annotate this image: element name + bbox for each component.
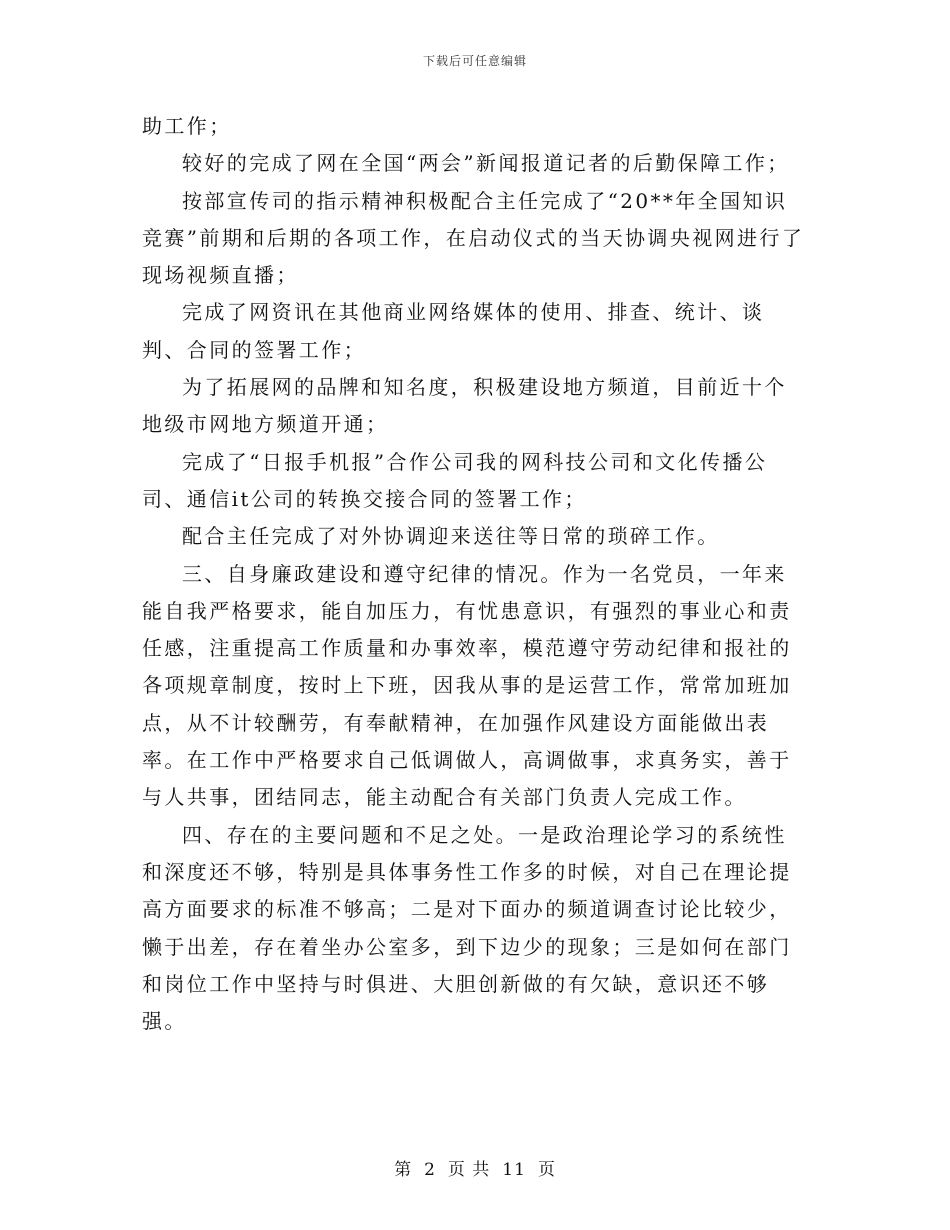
paragraph: 按部宣传司的指示精神积极配合主任完成了“20**年全国知识竞赛”前期和后期的各项工作，在启动仪式的当天协调央视网进行了现场视频直播；	[142, 188, 805, 288]
footer-prefix: 第	[394, 1160, 413, 1180]
paragraph: 完成了网资讯在其他商业网络媒体的使用、排查、统计、谈判、合同的签署工作；	[142, 300, 765, 362]
footer-suffix: 页	[537, 1160, 556, 1180]
paragraph: 为了拓展网的品牌和知名度，积极建设地方频道，目前近十个地级市网地方频道开通；	[142, 375, 787, 437]
paragraph: 助工作；	[142, 114, 232, 138]
footer-current-page: 2	[424, 1160, 436, 1180]
footer-total-pages: 11	[502, 1160, 526, 1180]
paragraph: 完成了“日报手机报”合作公司我的网科技公司和文化传播公司、通信it公司的转换交接合同的签署工作；	[142, 449, 768, 511]
paragraph: 较好的完成了网在全国“两会”新闻报道记者的后勤保障工作；	[182, 151, 790, 176]
page-number-footer	[0, 1155, 950, 1180]
paragraph: 四、存在的主要问题和不足之处。一是政治理论学习的系统性和深度还不够，特别是具体事务性工作多的时候，对自己在理论提高方面要求的标准不够高；二是对下面办的频道调查讨论比较少，懒于出差，存在着坐办公室多，到下边少的现象；三是如何在部门和岗位工作中坚持与时俱进、大胆创新做的有欠缺，意识还不够强。	[142, 822, 792, 1034]
footer-middle: 页 共	[447, 1160, 491, 1180]
document-body	[142, 108, 808, 1040]
page-header-note: 下载后可任意编辑	[422, 54, 527, 68]
paragraph: 三、自身廉政建设和遵守纪律的情况。作为一名党员，一年来能自我严格要求，能自加压力，有忧患意识，有强烈的事业心和责任感，注重提高工作质量和办事效率，模范遵守劳动纪律和报社的各项规章制度，按时上下班，因我从事的是运营工作，常常加班加点，从不计较酬劳，有奉献精神，在加强作风建设方面能做出表率。在工作中严格要求自己低调做人，高调做事，求真务实，善于与人共事，团结同志，能主动配合有关部门负责人完成工作。	[142, 561, 792, 810]
paragraph: 配合主任完成了对外协调迎来送往等日常的琐碎工作。	[182, 524, 720, 549]
